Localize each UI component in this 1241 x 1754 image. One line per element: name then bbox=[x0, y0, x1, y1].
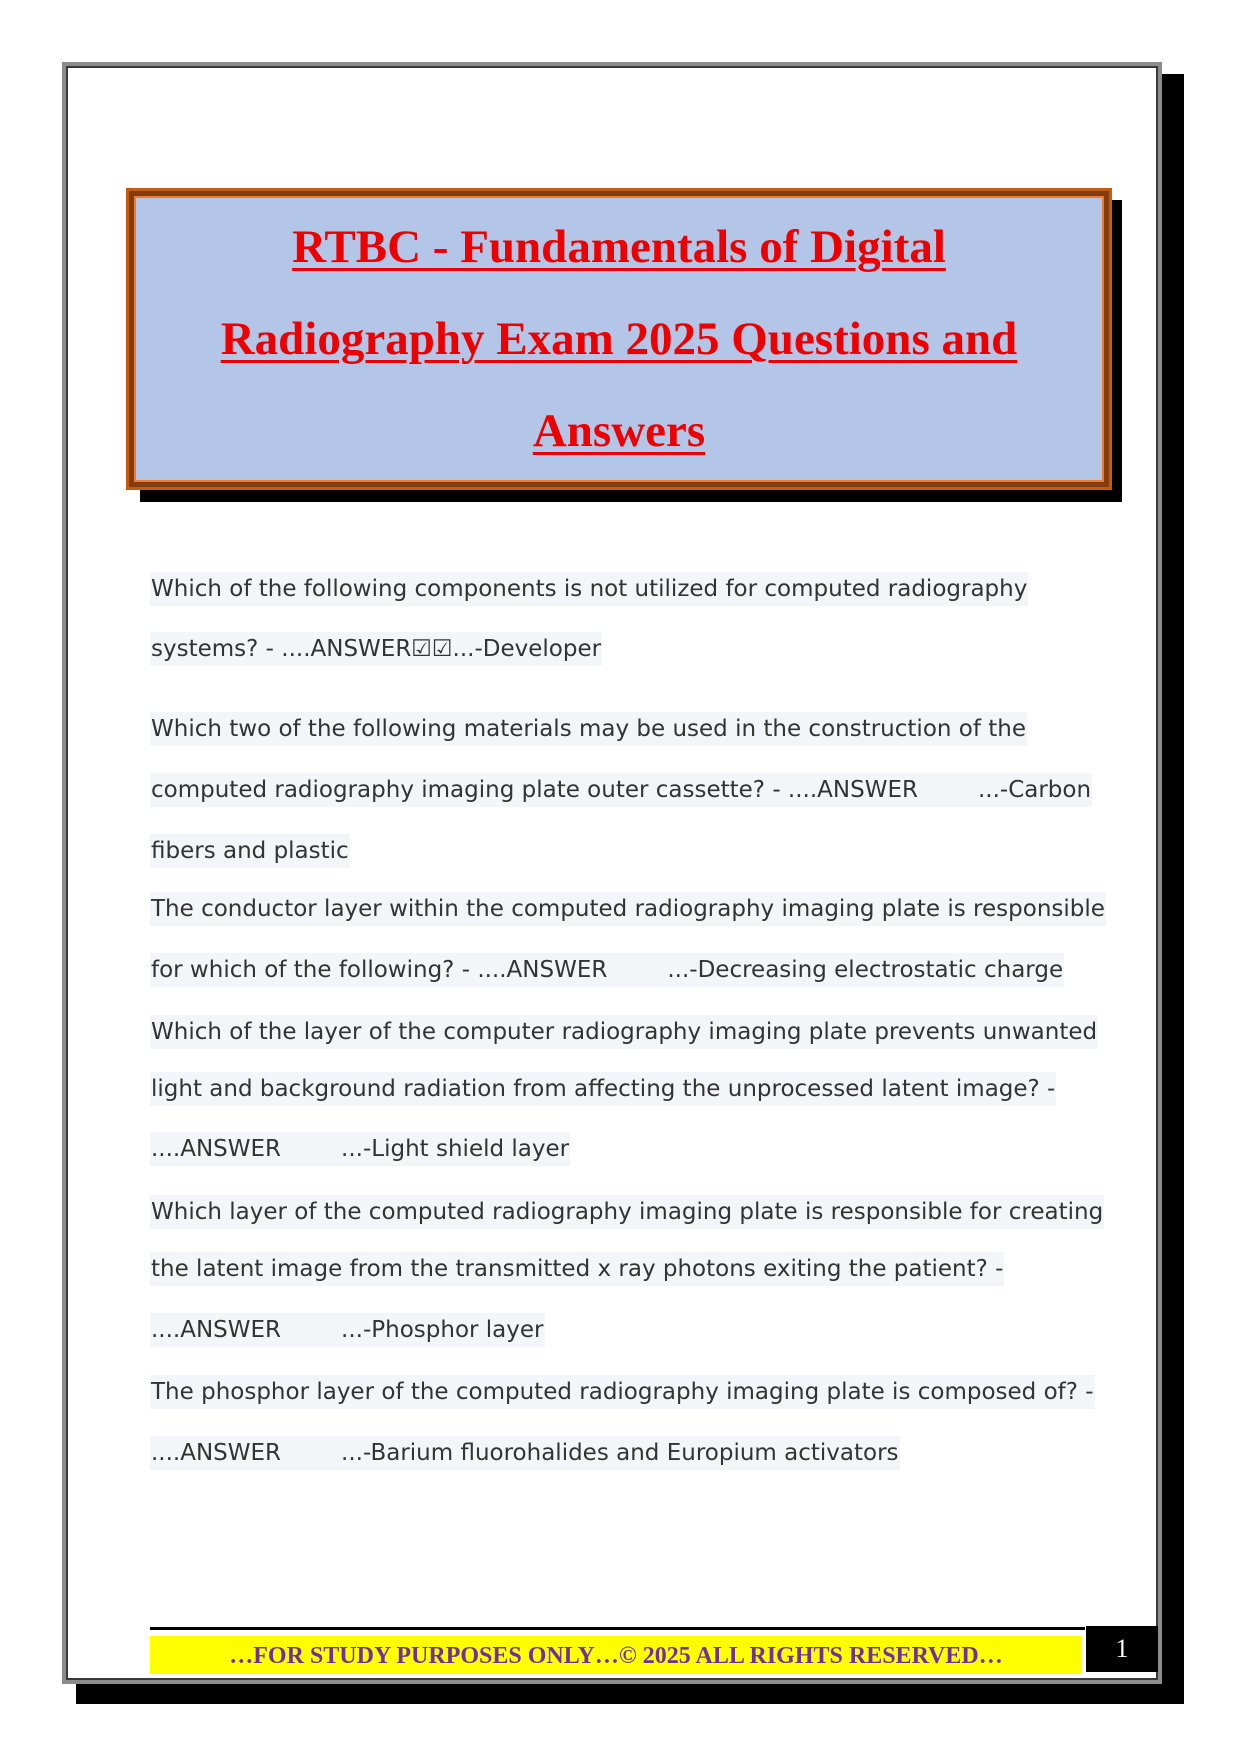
qa-3-question-tail: for which of the following? - ....ANSWER bbox=[151, 957, 608, 983]
qa-2-line-2 bbox=[150, 773, 1092, 807]
footer-rule bbox=[150, 1627, 1085, 1630]
qa-6-answer: ...-Barium fluorohalides and Europium activators bbox=[341, 1440, 899, 1466]
qa-5-line-3 bbox=[150, 1313, 545, 1347]
title-line-3: Answers bbox=[532, 405, 706, 457]
qa-6-line-2 bbox=[150, 1436, 900, 1470]
qa-5-line-2: the latent image from the transmitted x ray photons exiting the patient? - bbox=[150, 1252, 1004, 1286]
qa-3-line-2 bbox=[150, 953, 1064, 987]
qa-4-line-2: light and background radiation from affecting the unprocessed latent image? - bbox=[150, 1072, 1056, 1106]
qa-5-line-1: Which layer of the computed radiography imaging plate is responsible for creating bbox=[150, 1195, 1104, 1229]
qa-4-line-1: Which of the layer of the computer radiography imaging plate prevents unwanted bbox=[150, 1015, 1098, 1049]
qa-2-line-1: Which two of the following materials may be used in the construction of the bbox=[150, 712, 1027, 746]
qa-3-line-1: The conductor layer within the computed radiography imaging plate is responsible bbox=[150, 892, 1106, 926]
qa-6-answer-label: ....ANSWER bbox=[151, 1440, 282, 1466]
qa-4-answer-label: ....ANSWER bbox=[151, 1136, 282, 1162]
title-box bbox=[126, 188, 1112, 490]
footer-banner: …FOR STUDY PURPOSES ONLY…© 2025 ALL RIGHTS RESERVED… bbox=[150, 1636, 1082, 1674]
qa-5-answer-label: ....ANSWER bbox=[151, 1317, 282, 1343]
page-number: 1 bbox=[1086, 1626, 1158, 1672]
qa-2-line-3: fibers and plastic bbox=[150, 834, 350, 868]
qa-5-answer: ...-Phosphor layer bbox=[341, 1317, 544, 1343]
qa-2-answer: ...-Carbon bbox=[977, 777, 1092, 803]
qa-3-answer: ...-Decreasing electrostatic charge bbox=[667, 957, 1064, 983]
qa-4-line-3 bbox=[150, 1132, 570, 1166]
qa-1-line-1: Which of the following components is not utilized for computed radiography bbox=[150, 572, 1028, 606]
title-line-2: Radiography Exam 2025 Questions and bbox=[220, 313, 1018, 365]
qa-2-question-tail: computed radiography imaging plate outer cassette? - ....ANSWER bbox=[151, 777, 918, 803]
qa-4-answer: ...-Light shield layer bbox=[341, 1136, 570, 1162]
title-line-1: RTBC - Fundamentals of Digital bbox=[292, 221, 946, 273]
qa-1-line-2: systems? - ....ANSWER☑☑...-Developer bbox=[150, 632, 602, 666]
qa-6-line-1: The phosphor layer of the computed radiography imaging plate is composed of? - bbox=[150, 1375, 1095, 1409]
